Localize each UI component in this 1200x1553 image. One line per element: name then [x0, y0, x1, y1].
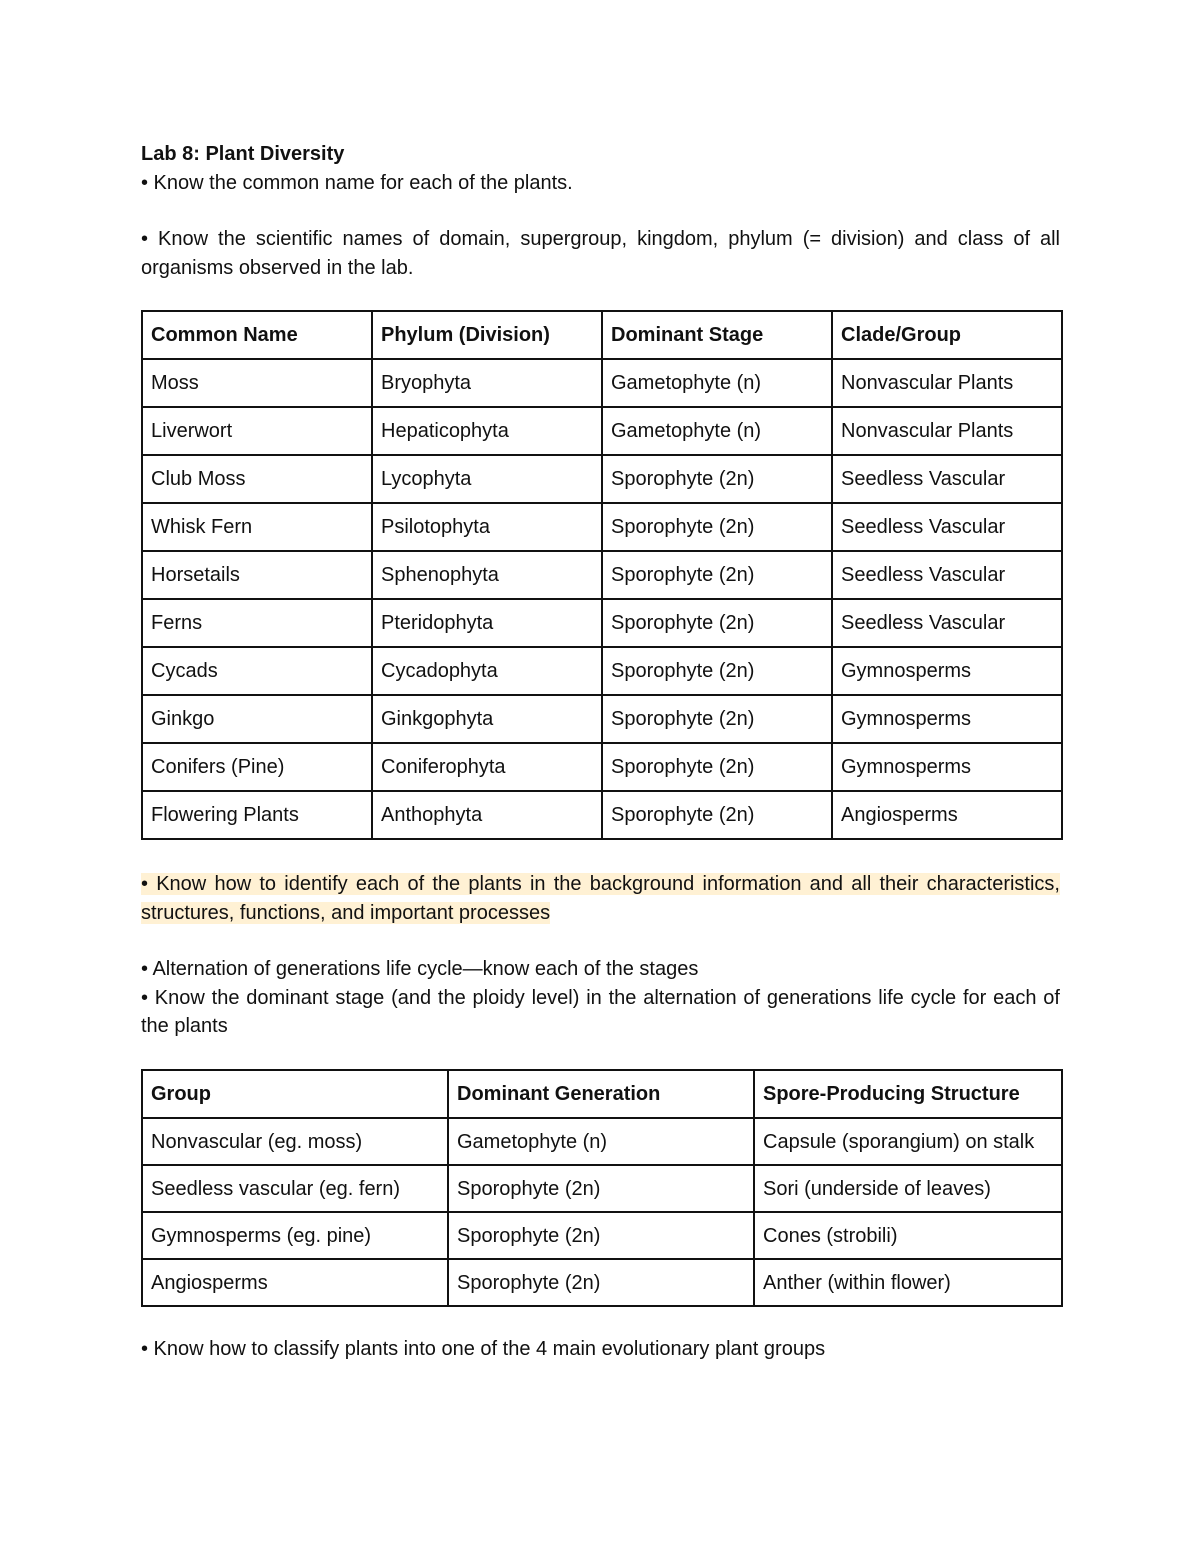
table-cell: Anthophyta	[372, 791, 602, 839]
table-row	[142, 599, 1062, 647]
table-cell: Gymnosperms	[832, 695, 1062, 743]
spacer	[141, 197, 1060, 225]
table-row	[142, 551, 1062, 599]
table-cell: Moss	[142, 359, 372, 407]
table-cell: Gymnosperms (eg. pine)	[142, 1212, 448, 1259]
table-cell: Sporophyte (2n)	[602, 647, 832, 695]
bullet-alternation: • Alternation of generations life cycle—know each of the stages	[141, 958, 699, 980]
header-dominant-stage: Dominant Stage	[602, 311, 832, 359]
table-row	[142, 359, 1062, 407]
table-row	[142, 407, 1062, 455]
table-cell: Seedless vascular (eg. fern)	[142, 1165, 448, 1212]
table-cell: Ginkgophyta	[372, 695, 602, 743]
table-cell: Seedless Vascular	[832, 455, 1062, 503]
table-row	[142, 455, 1062, 503]
table-cell: Nonvascular Plants	[832, 359, 1062, 407]
table-cell: Sporophyte (2n)	[448, 1212, 754, 1259]
table-cell: Nonvascular Plants	[832, 407, 1062, 455]
table-cell: Seedless Vascular	[832, 503, 1062, 551]
table-cell: Gametophyte (n)	[602, 407, 832, 455]
table-row	[142, 503, 1062, 551]
table-cell: Sphenophyta	[372, 551, 602, 599]
table-cell: Cones (strobili)	[754, 1212, 1062, 1259]
table-cell: Flowering Plants	[142, 791, 372, 839]
table-cell: Lycophyta	[372, 455, 602, 503]
header-clade-group: Clade/Group	[832, 311, 1062, 359]
bullet-common-name: • Know the common name for each of the plants.	[141, 171, 573, 194]
table-cell: Sori (underside of leaves)	[754, 1165, 1062, 1212]
table-cell: Liverwort	[142, 407, 372, 455]
bullet-classify: • Know how to classify plants into one of the 4 main evolutionary plant groups	[141, 1337, 826, 1360]
table-cell: Seedless Vascular	[832, 551, 1062, 599]
table-row	[142, 1259, 1062, 1306]
table-row	[142, 1118, 1062, 1165]
table-cell: Sporophyte (2n)	[602, 551, 832, 599]
header-dominant-generation: Dominant Generation	[448, 1070, 754, 1118]
table-header-row	[142, 311, 1062, 359]
table-cell: Psilotophyta	[372, 503, 602, 551]
spacer	[141, 927, 1060, 955]
header-phylum: Phylum (Division)	[372, 311, 602, 359]
document-title: Lab 8: Plant Diversity	[141, 143, 345, 165]
table-cell: Hepaticophyta	[372, 407, 602, 455]
table-header-row	[142, 1070, 1062, 1118]
header-spore-structure: Spore-Producing Structure	[754, 1070, 1062, 1118]
table-cell: Gymnosperms	[832, 743, 1062, 791]
table-cell: Angiosperms	[142, 1259, 448, 1306]
table-cell: Sporophyte (2n)	[602, 599, 832, 647]
table-cell: Sporophyte (2n)	[602, 743, 832, 791]
table-cell: Sporophyte (2n)	[602, 455, 832, 503]
plant-classification-table	[141, 310, 1063, 840]
table-row	[142, 1212, 1062, 1259]
table-row	[142, 1165, 1062, 1212]
table-cell: Capsule (sporangium) on stalk	[754, 1118, 1062, 1165]
table-cell: Sporophyte (2n)	[602, 791, 832, 839]
table-cell: Gymnosperms	[832, 647, 1062, 695]
plant-groups-table	[141, 1069, 1063, 1307]
table-cell: Ferns	[142, 599, 372, 647]
table-row	[142, 791, 1062, 839]
table-cell: Seedless Vascular	[832, 599, 1062, 647]
header-common-name: Common Name	[142, 311, 372, 359]
table-row	[142, 695, 1062, 743]
table-cell: Nonvascular (eg. moss)	[142, 1118, 448, 1165]
table-cell: Conifers (Pine)	[142, 743, 372, 791]
table-cell: Gametophyte (n)	[602, 359, 832, 407]
table-cell: Cycads	[142, 647, 372, 695]
document-page	[141, 140, 1060, 1363]
table-cell: Coniferophyta	[372, 743, 602, 791]
table-cell: Ginkgo	[142, 695, 372, 743]
table-row	[142, 647, 1062, 695]
table-cell: Horsetails	[142, 551, 372, 599]
header-group: Group	[142, 1070, 448, 1118]
table-cell: Anther (within flower)	[754, 1259, 1062, 1306]
table-cell: Whisk Fern	[142, 503, 372, 551]
table-row	[142, 743, 1062, 791]
bullet-scientific-names: • Know the scientific names of domain, supergroup, kingdom, phylum (= division) and class of all organisms observed in the lab.	[141, 228, 1060, 279]
table-cell: Gametophyte (n)	[448, 1118, 754, 1165]
bullet-dominant-stage: • Know the dominant stage (and the ploidy level) in the alternation of generations life cycle for each of the plants	[141, 986, 1060, 1037]
table-cell: Sporophyte (2n)	[448, 1259, 754, 1306]
table-cell: Pteridophyta	[372, 599, 602, 647]
table-cell: Sporophyte (2n)	[448, 1165, 754, 1212]
highlighted-bullet	[141, 870, 1060, 927]
table-cell: Cycadophyta	[372, 647, 602, 695]
table-cell: Club Moss	[142, 455, 372, 503]
table-cell: Bryophyta	[372, 359, 602, 407]
table-cell: Sporophyte (2n)	[602, 503, 832, 551]
highlighted-text: • Know how to identify each of the plants in the background information and all their characteristics, structures, functions, and important processes	[141, 873, 1060, 924]
table-cell: Sporophyte (2n)	[602, 695, 832, 743]
table-cell: Angiosperms	[832, 791, 1062, 839]
